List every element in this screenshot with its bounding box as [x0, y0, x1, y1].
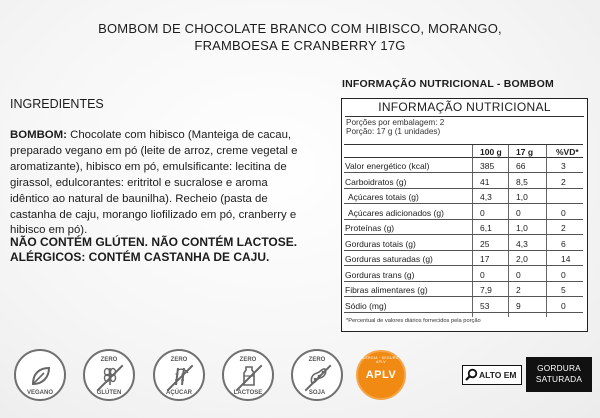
alto-em-box: [462, 365, 522, 385]
value-100g: 4,3: [480, 192, 492, 202]
value-17g: 1,0: [516, 223, 528, 233]
nutrition-row: [344, 252, 583, 266]
badge-zero-soja: [291, 349, 343, 401]
badge-label: AÇÚCAR: [166, 390, 192, 396]
value-100g: 41: [480, 176, 490, 187]
ingredients-list: Chocolate com hibisco (Manteiga de cacau, preparado vegano em pó (leite de arroz, creme vegetal e aromatizante), hibisco em pó, emulsificante: lecitina de girassol, edulcorantes: eritritol e sucralose e aroma idêntico ao natural de baunilha). Recheio (pasta de castanha de caju, morango liofilizado em pó, cranberry e hibisco em pó).: [10, 129, 298, 237]
value-100g: 0: [480, 269, 485, 280]
value-17g: 0: [516, 269, 521, 280]
alto-em-label: ALTO EM: [479, 370, 517, 380]
portions-per-package: Porções por embalagem: 2: [346, 118, 445, 127]
value-100g: 25: [480, 238, 490, 249]
value-vd: 14: [561, 254, 571, 264]
nutrient-label: Valor energético (kcal): [345, 161, 430, 171]
badge-zero-acucar: [153, 349, 205, 401]
value-100g: 7,9: [480, 285, 492, 295]
alto-em-warning: [462, 357, 592, 392]
value-17g: 1,0: [516, 192, 528, 202]
nutrition-row: [344, 237, 583, 251]
ingredients-heading: INGREDIENTES: [10, 97, 104, 111]
nutrition-row: [344, 268, 583, 282]
value-100g: 17: [480, 254, 490, 264]
nutrition-row: [344, 206, 583, 220]
value-17g: 2,0: [516, 254, 528, 264]
aplv-ring-text: ALERGIA · SEGURO · APLV: [360, 356, 402, 364]
badge-top-label: ZERO: [239, 357, 257, 363]
value-vd: 0: [561, 207, 566, 218]
alto-em-nutrient: [526, 357, 592, 392]
allergy-line-2: ALÉRGICOS: CONTÉM CASTANHA DE CAJU.: [10, 250, 270, 264]
product-title-line-1: BOMBOM DE CHOCOLATE BRANCO COM HIBISCO, MORANGO,: [98, 21, 502, 36]
value-17g: 2: [516, 285, 521, 295]
badge-label: GLÚTEN: [96, 390, 122, 396]
value-100g: 0: [480, 207, 485, 218]
badge-top-label: ZERO: [100, 357, 118, 363]
allergy-statements: [10, 235, 320, 265]
value-17g: 66: [516, 161, 526, 171]
nutrient-label: Sódio (mg): [345, 300, 387, 311]
allergy-line-1: NÃO CONTÉM GLÚTEN. NÃO CONTÉM LACTOSE.: [10, 235, 298, 249]
value-100g: 6,1: [480, 223, 492, 233]
value-100g: 53: [480, 300, 490, 311]
badge-label: VEGANO: [26, 390, 53, 396]
value-vd: 6: [561, 238, 566, 249]
nutrition-section-heading: INFORMAÇÃO NUTRICIONAL - BOMBOM: [342, 78, 554, 90]
magnifier-icon: [465, 368, 478, 381]
value-100g: 385: [480, 161, 495, 171]
leaf-icon: [30, 365, 52, 387]
badge-top-label: ZERO: [170, 357, 188, 363]
badge-zero-lactose: [222, 349, 274, 401]
aplv-text: APLV: [365, 369, 397, 381]
aplv-seal: [356, 350, 406, 400]
nutrition-row: [344, 175, 583, 189]
nutrient-label: Proteínas (g): [345, 223, 395, 233]
badge-top-label: ZERO: [308, 357, 326, 363]
alto-em-line-1: GORDURA: [537, 363, 581, 373]
nutrient-label: Gorduras trans (g): [345, 269, 415, 280]
nutrient-label: Carboidratos (g): [345, 176, 407, 187]
value-17g: 9: [516, 300, 521, 311]
column-vd: %VD*: [556, 147, 579, 157]
column-100g: 100 g: [480, 147, 502, 157]
value-vd: 2: [561, 223, 566, 233]
value-vd: 0: [561, 269, 566, 280]
nutrition-footnote: *Percentual de valores diários fornecidos pela porção: [346, 318, 481, 324]
nutrient-label: Açúcares totais (g): [348, 192, 419, 202]
value-vd: 3: [561, 161, 566, 171]
value-17g: 0: [516, 207, 521, 218]
nutrition-row: [344, 221, 583, 235]
badge-vegano: [14, 349, 66, 401]
ingredients-label: BOMBOM:: [10, 129, 67, 141]
nutrient-label: Açúcares adicionados (g): [348, 207, 444, 218]
nutrient-label: Gorduras totais (g): [345, 238, 416, 249]
ingredients-text: [10, 128, 310, 239]
value-vd: 0: [561, 300, 566, 311]
column-17g: 17 g: [516, 147, 534, 157]
value-vd: 5: [561, 285, 566, 295]
product-title: [0, 20, 600, 54]
value-vd: 2: [561, 176, 566, 187]
nutrition-row: [344, 190, 583, 204]
badge-label: SOJA: [308, 390, 326, 396]
value-17g: 4,3: [516, 238, 528, 249]
badge-zero-gluten: [83, 349, 135, 401]
nutrition-table-title: INFORMAÇÃO NUTRICIONAL: [378, 100, 551, 114]
product-title-line-2: FRAMBOESA E CRANBERRY 17G: [194, 38, 406, 53]
alto-em-line-2: SATURADA: [535, 374, 583, 384]
portion-size: Porção: 17 g (1 unidades): [346, 127, 441, 136]
badge-label: LACTOSE: [233, 390, 263, 396]
nutrition-rows: [341, 98, 588, 332]
value-17g: 8,5: [516, 176, 528, 187]
nutrition-row: [344, 299, 583, 313]
nutrient-label: Fibras alimentares (g): [345, 285, 428, 295]
nutrition-row: [344, 283, 583, 297]
nutrition-row: [344, 159, 583, 173]
nutrition-header-row: [344, 144, 583, 158]
nutrient-label: Gorduras saturadas (g): [345, 254, 433, 264]
